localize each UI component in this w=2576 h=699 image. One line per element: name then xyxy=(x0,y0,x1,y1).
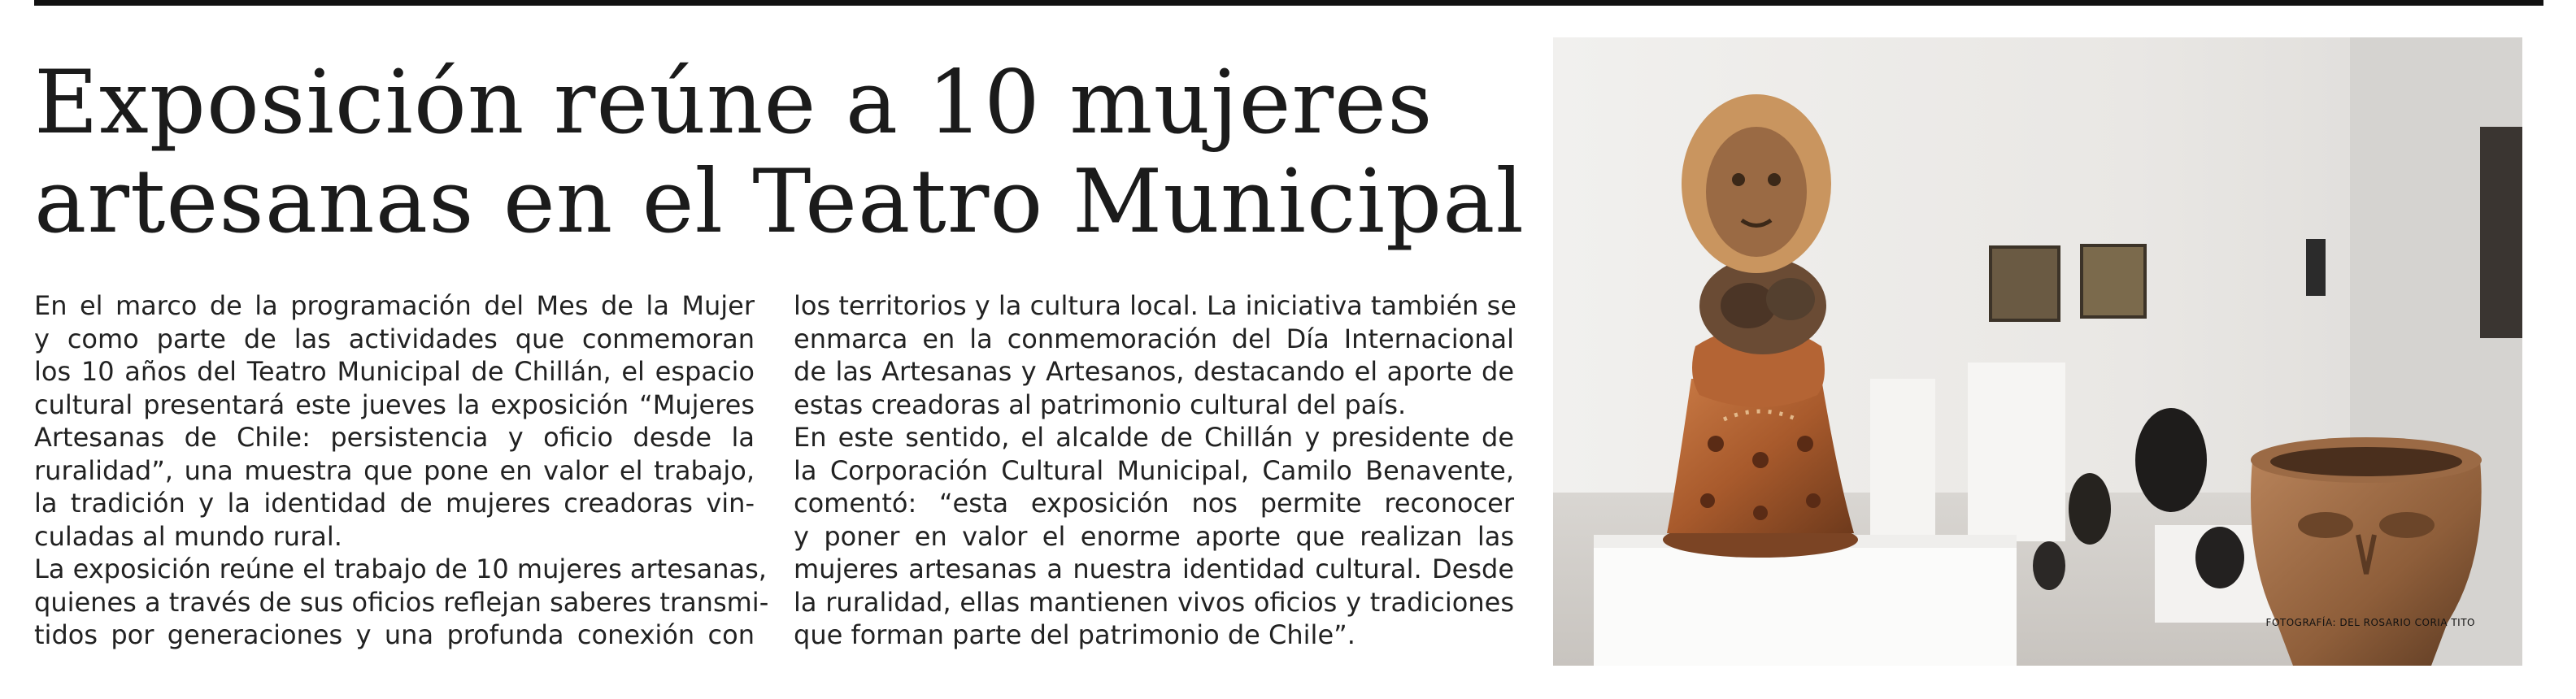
headline-line: Exposición reúne a 10 mujeres xyxy=(34,52,1434,154)
headline-line: artesanas en el Teatro Municipal xyxy=(34,151,1525,253)
body-line: La exposición reúne el trabajo de 10 mujeres artesanas, xyxy=(34,554,767,584)
body-line: y poner en valor el enorme aporte que realizan las xyxy=(794,520,1514,552)
body-line: de las Artesanas y Artesanos, destacando el aporte de xyxy=(794,356,1514,387)
body-line: cultural presentará este jueves la exposición “Mujeres xyxy=(34,389,755,420)
body-line: ruralidad”, una muestra que pone en valor el trabajo, xyxy=(34,454,755,486)
photo-credit: FOTOGRAFÍA: DEL ROSARIO CORIA TITO xyxy=(2265,617,2475,628)
body-line: estas creadoras al patrimonio cultural del país. xyxy=(794,389,1407,420)
exhibition-photo xyxy=(1553,37,2522,666)
body-column-2 xyxy=(794,289,1514,652)
body-line: Artesanas de Chile: persistencia y oficio desde la xyxy=(34,422,755,453)
body-line: comentó: “esta exposición nos permite reconocer xyxy=(794,488,1514,519)
headline xyxy=(34,52,1525,253)
body-line: que forman parte del patrimonio de Chile”. xyxy=(794,619,1355,650)
body-line: la ruralidad, ellas mantienen vivos oficios y tradiciones xyxy=(794,586,1514,618)
body-line: En este sentido, el alcalde de Chillán y presidente de xyxy=(794,422,1514,453)
top-rule xyxy=(34,0,2543,6)
body-line: y como parte de las actividades que conmemoran xyxy=(34,323,755,354)
body-line: los 10 años del Teatro Municipal de Chillán, el espacio xyxy=(34,356,755,387)
body-line: En el marco de la programación del Mes de la Mujer xyxy=(34,290,755,321)
body-line: tidos por generaciones y una profunda conexión con xyxy=(34,619,755,650)
body-line: la tradición y la identidad de mujeres creadoras vin- xyxy=(34,488,755,519)
body-line: quienes a través de sus oficios reflejan saberes transmi- xyxy=(34,586,769,618)
body-line: los territorios y la cultura local. La iniciativa también se xyxy=(794,290,1516,321)
body-line: enmarca en la conmemoración del Día Internacional xyxy=(794,323,1514,354)
body-line: mujeres artesanas a nuestra identidad cultural. Desde xyxy=(794,554,1514,584)
body-column-1 xyxy=(34,289,769,652)
ceramic-figures-illustration xyxy=(1553,37,2522,666)
body-line: culadas al mundo rural. xyxy=(34,520,342,552)
body-line: la Corporación Cultural Municipal, Camilo Benavente, xyxy=(794,454,1514,486)
